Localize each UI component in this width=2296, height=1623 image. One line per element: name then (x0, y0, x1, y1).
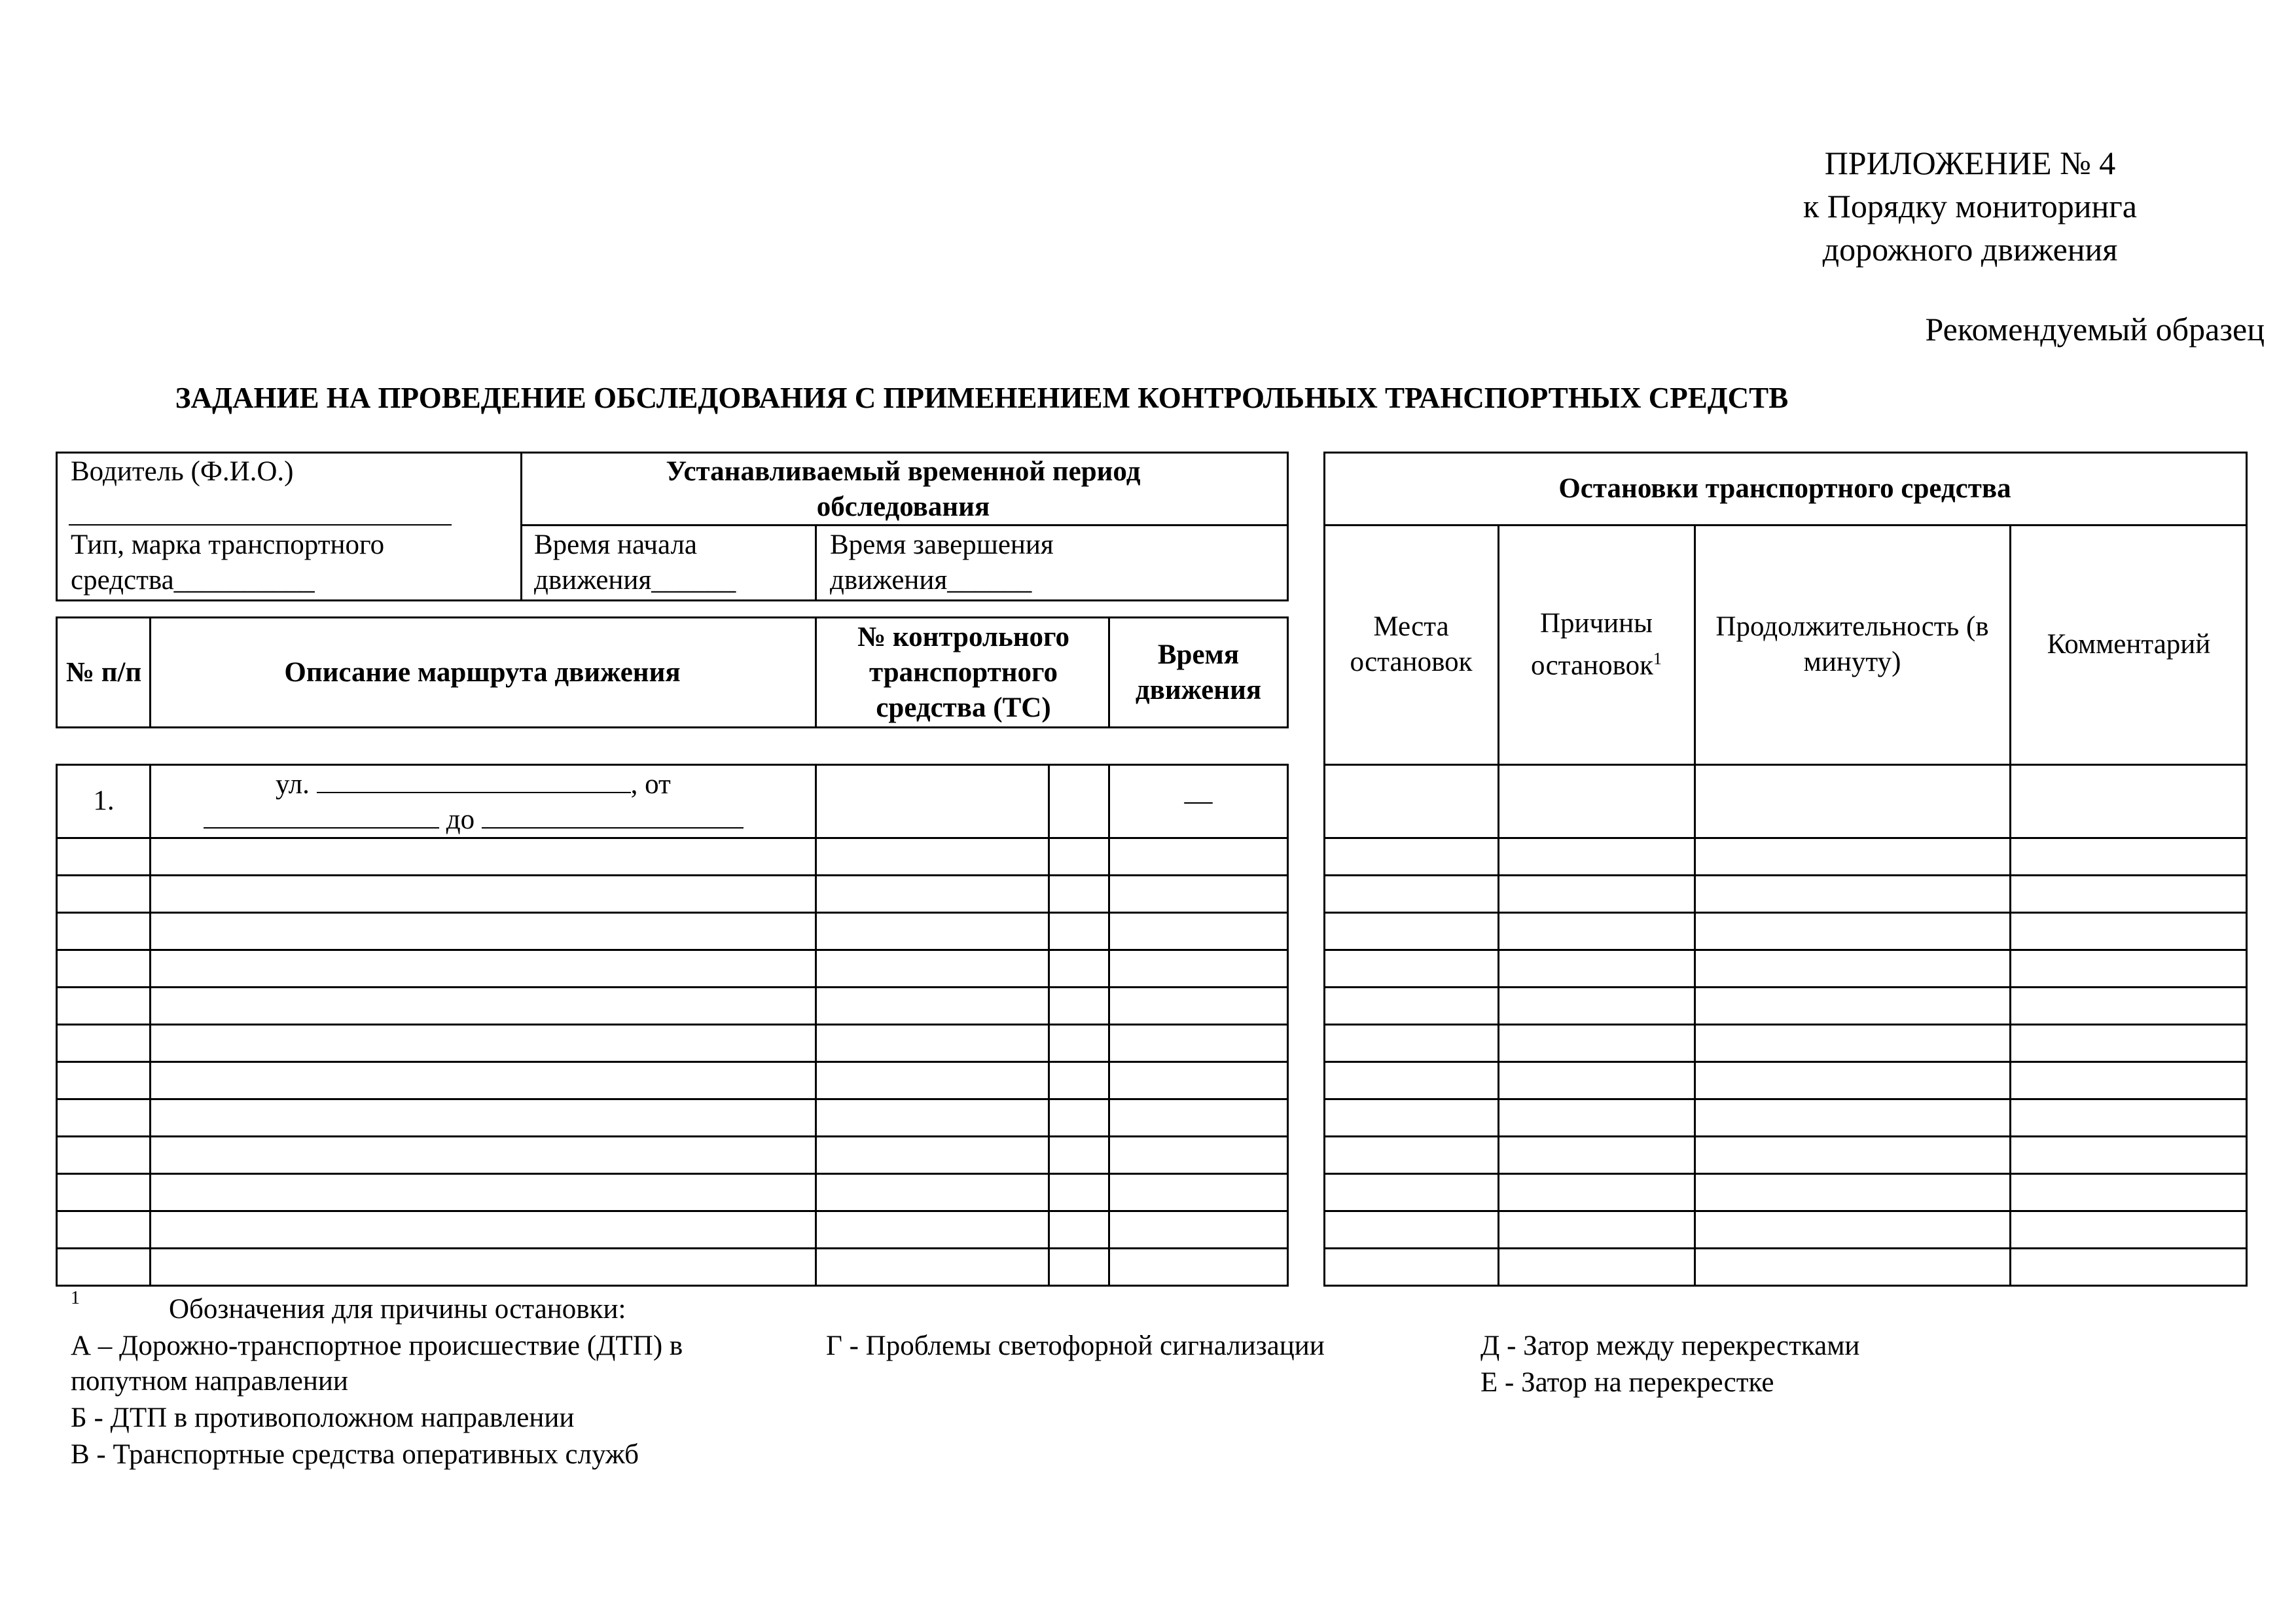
start-time-line-2: движения______ (534, 565, 736, 596)
stop-reasons-text: Причины остановок (1531, 607, 1653, 681)
end-time-line-2: движения______ (830, 565, 1032, 596)
vehicle-number-header: № контрольного транспортного средства (ТС) (857, 621, 1070, 723)
legend-d: Д - Затор между перекрестками (1480, 1330, 1860, 1361)
num-header: № п/п (65, 656, 142, 688)
end-time-line-1: Время завершения (830, 529, 1054, 560)
footnote-title: Обозначения для причины остановки: (169, 1294, 626, 1325)
document-title: ЗАДАНИЕ НА ПРОВЕДЕНИЕ ОБСЛЕДОВАНИЯ С ПРИМЕНЕНИЕМ КОНТРОЛЬНЫХ ТРАНСПОРТНЫХ СРЕДСТВ (175, 382, 1789, 414)
row-time: — (1184, 785, 1213, 816)
legend-e: Е - Затор на перекрестке (1480, 1367, 1774, 1398)
legend-g: Г - Проблемы светофорной сигнализации (826, 1330, 1325, 1361)
vehicle-label-line-1: Тип, марка транспортного (71, 529, 385, 560)
appendix-title: ПРИЛОЖЕНИЕ № 4 (1824, 145, 2116, 181)
stops-title: Остановки транспортного средства (1558, 473, 2011, 504)
stop-duration-header: Продолжительность (в минуту) (1715, 611, 1989, 677)
recommended-sample: Рекомендуемый образец (1925, 311, 2265, 348)
appendix-header (1676, 141, 2265, 271)
vehicle-label (71, 527, 384, 598)
time-header: Время движения (1135, 639, 1262, 705)
period-header: Устанавливаемый временной период обследования (666, 456, 1141, 522)
description-header: Описание маршрута движения (284, 656, 681, 688)
vehicle-label-line-2: средства__________ (71, 565, 315, 596)
legend-a: А – Дорожно-транспортное происшествие (ДТП) в попутном направлении (71, 1330, 683, 1397)
row-number: 1. (93, 785, 115, 816)
comment-header: Комментарий (2047, 629, 2211, 660)
stop-reasons-header (1505, 602, 1687, 687)
to-label: до (446, 804, 475, 835)
route-description (151, 767, 814, 838)
legend-b: Б - ДТП в противоположном направлении (71, 1402, 575, 1433)
driver-label: Водитель (Ф.И.О.) (71, 456, 294, 487)
from-label: , от (630, 769, 671, 800)
appendix-line-3: дорожного движения (1822, 231, 2118, 268)
legend-v: В - Транспортные средства оперативных служб (71, 1439, 639, 1470)
street-prefix: ул. (276, 769, 310, 800)
appendix-line-2: к Порядку мониторинга (1803, 188, 2137, 224)
footnote-ref: 1 (1653, 649, 1662, 668)
start-time-label (534, 527, 736, 598)
end-time-label (830, 527, 1054, 598)
footnote-marker: 1 (71, 1288, 80, 1308)
stop-places-header: Места остановок (1350, 611, 1473, 677)
start-time-line-1: Время начала (534, 529, 698, 560)
